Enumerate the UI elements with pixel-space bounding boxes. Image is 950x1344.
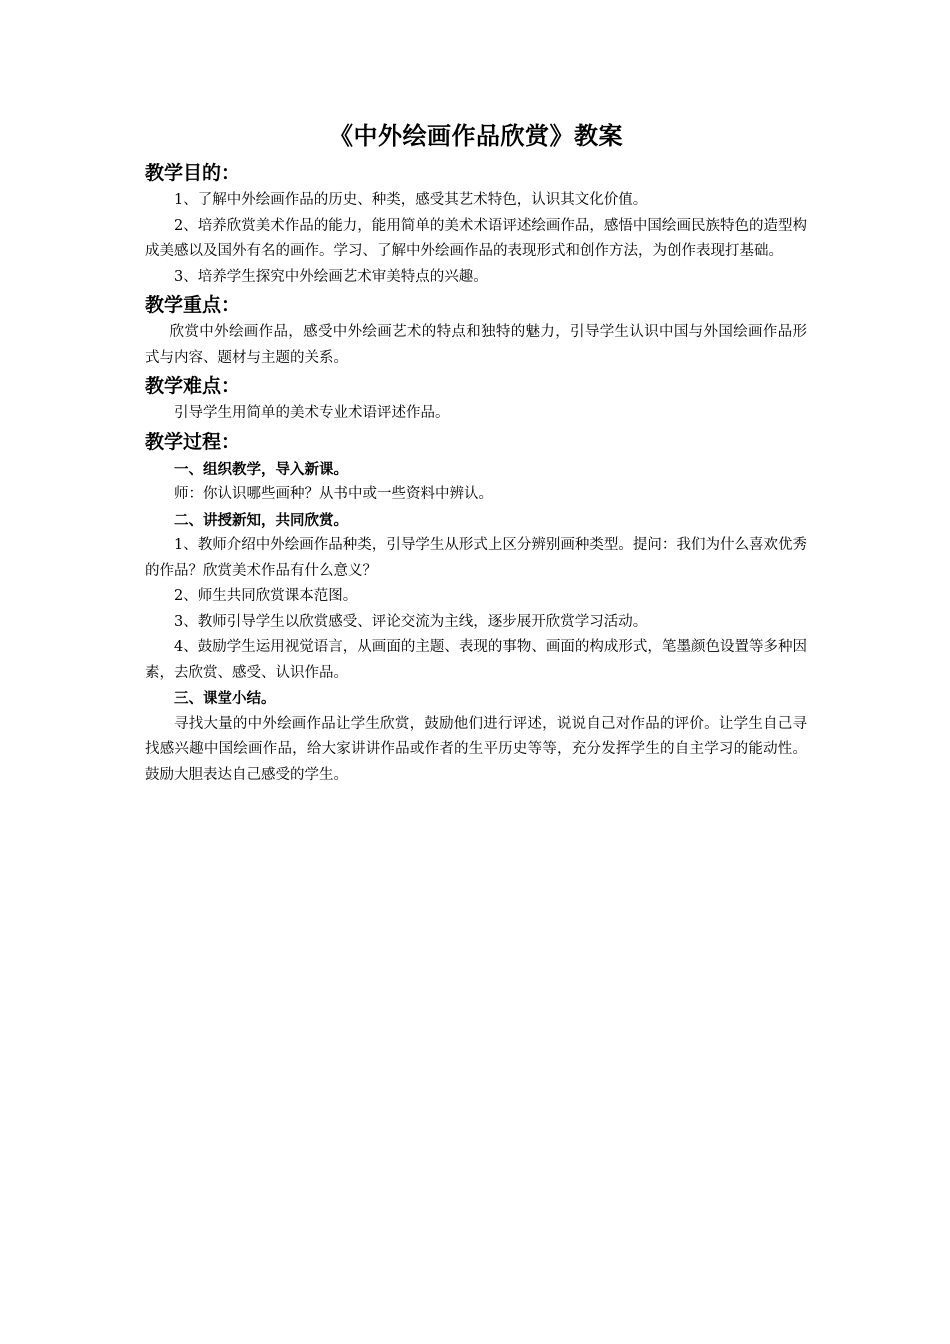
process-step2-item-1: 1、教师介绍中外绘画作品种类，引导学生从形式上区分辨别画种类型。提问：我们为什么喜欢优秀的作品？欣赏美术作品有什么意义？ [145,537,807,579]
process-step1-title: 一、组织教学，导入新课。 [174,460,348,478]
process-step1-text: 师：你认识哪些画种？从书中或一些资料中辨认。 [174,486,493,502]
process-step2-item-2: 2、师生共同欣赏课本范图。 [174,588,358,604]
process-heading: 教学过程： [145,430,241,453]
process-step3-text: 寻找大量的中外绘画作品让学生欣赏，鼓励他们进行评述，说说自己对作品的评价。让学生自己寻找感兴趣中国绘画作品，给大家讲讲作品或作者的生平历史等等，充分发挥学生的自主学习的能动性。鼓励大胆表达自己感受的学生。 [145,715,807,783]
objectives-heading: 教学目的： [145,162,241,184]
difficulties-heading: 教学难点： [145,375,241,397]
objective-item-1: 1、了解中外绘画作品的历史、种类，感受其艺术特色，认识其文化价值。 [174,192,648,208]
difficulties-text: 引导学生用简单的美术专业术语评述作品。 [174,405,450,421]
objective-item-2: 2、培养欣赏美术作品的能力，能用简单的美术术语评述绘画作品，感悟中国绘画民族特色的造型构成美感以及国外有名的画作。学习、了解中外绘画作品的表现形式和创作方法，为创作表现打基础。 [145,217,807,259]
objective-item-3: 3、培养学生探究中外绘画艺术审美特点的兴趣。 [174,268,488,285]
key-points-heading: 教学重点： [145,294,241,316]
process-step2-item-3: 3、教师引导学生以欣赏感受、评论交流为主线，逐步展开欣赏学习活动。 [174,613,648,630]
process-step2-title: 二、讲授新知，共同欣赏。 [174,511,348,529]
process-step3-title: 三、课堂小结。 [174,690,276,707]
process-step2-item-4: 4、鼓励学生运用视觉语言，从画面的主题、表现的事物、画面的构成形式，笔墨颜色设置等多种因素，去欣赏、感受、认识作品。 [145,639,807,681]
document-title: 《中外绘画作品欣赏》教案 [329,121,623,150]
key-points-text: 欣赏中外绘画作品，感受中外绘画艺术的特点和独特的魅力，引导学生认识中国与外国绘画作品形式与内容、题材与主题的关系。 [145,324,807,366]
document-page [145,116,807,788]
